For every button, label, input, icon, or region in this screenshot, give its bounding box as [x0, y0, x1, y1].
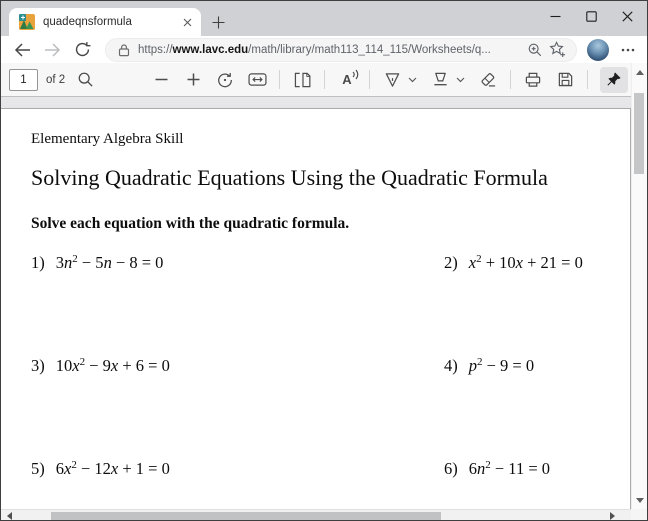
- problem-2: 2) $x^2 + 10x + 21 = 0$: [444, 253, 583, 272]
- window-controls: [537, 1, 645, 35]
- back-button[interactable]: [7, 38, 37, 62]
- close-window-button[interactable]: [609, 1, 645, 31]
- read-aloud-icon[interactable]: A: [337, 68, 357, 92]
- search-icon[interactable]: [75, 68, 95, 92]
- toolbar-separator: [369, 70, 370, 89]
- vertical-scrollbar[interactable]: [631, 63, 647, 509]
- highlighter-icon[interactable]: [430, 68, 450, 92]
- chevron-down-icon[interactable]: [406, 68, 418, 92]
- pin-toolbar-button[interactable]: [600, 67, 628, 93]
- toolbar-separator: [279, 70, 280, 89]
- page-view-icon[interactable]: [292, 68, 312, 92]
- horizontal-scrollbar-thumb[interactable]: [51, 512, 441, 521]
- toolbar-separator: [324, 70, 325, 89]
- url-domain: www.lavc.edu: [172, 43, 249, 56]
- refresh-button[interactable]: [67, 38, 97, 62]
- scroll-right-icon[interactable]: [605, 510, 619, 521]
- toolbar-separator: [510, 70, 511, 89]
- site-favicon: [19, 14, 35, 30]
- url-path: /math/library/math113_114_115/Worksheets/q...: [248, 43, 491, 56]
- forward-button[interactable]: [37, 38, 67, 62]
- chevron-down-icon[interactable]: [454, 68, 466, 92]
- problem-3: 3) $10x^2 - 9x + 6 = 0$: [31, 356, 170, 375]
- horizontal-scrollbar[interactable]: [1, 509, 633, 521]
- worksheet: [1, 109, 630, 509]
- problem-1: 1) $3n^2 - 5n - 8 = 0$: [31, 253, 164, 272]
- zoom-out-button[interactable]: [151, 68, 171, 92]
- maximize-button[interactable]: [573, 1, 609, 31]
- print-icon[interactable]: [523, 68, 543, 92]
- document-header: Elementary Algebra Skill: [31, 131, 184, 147]
- minimize-button[interactable]: [537, 1, 573, 31]
- fit-to-width-icon[interactable]: [247, 68, 267, 92]
- page-count-label: of 2: [46, 73, 66, 86]
- tab-strip: [1, 1, 647, 36]
- pdf-toolbar: [1, 63, 633, 97]
- pin-icon: [606, 72, 622, 88]
- document-title: Solving Quadratic Equations Using the Quadratic Formula: [31, 165, 548, 190]
- address-bar-row: [1, 36, 647, 63]
- eraser-icon[interactable]: [478, 68, 498, 92]
- profile-avatar[interactable]: [587, 39, 609, 61]
- tab-close-icon[interactable]: [179, 14, 195, 30]
- zoom-page-icon[interactable]: [524, 40, 546, 60]
- url-field[interactable]: [105, 38, 577, 62]
- vertical-scrollbar-thumb[interactable]: [634, 93, 644, 174]
- lock-icon: [118, 43, 130, 57]
- scroll-left-icon[interactable]: [2, 510, 16, 521]
- document-instruction: Solve each equation with the quadratic formula.: [31, 215, 350, 232]
- pdf-page: [1, 108, 631, 509]
- toolbar-separator: [587, 70, 588, 89]
- scrollbar-corner: [631, 509, 647, 521]
- draw-pen-icon[interactable]: [382, 68, 402, 92]
- settings-more-icon[interactable]: [613, 38, 643, 62]
- page-number-input[interactable]: [9, 69, 38, 91]
- pdf-viewport: [1, 97, 633, 509]
- problem-4: 4) $p^2 - 9 = 0$: [444, 356, 535, 375]
- pdf-tools: [151, 67, 628, 93]
- scroll-down-icon[interactable]: [632, 493, 647, 507]
- tab-quadeqnsformula[interactable]: [9, 8, 201, 36]
- tab-title: quadeqnsformula: [43, 16, 132, 28]
- new-tab-button[interactable]: [207, 11, 229, 33]
- save-icon[interactable]: [555, 68, 575, 92]
- problem-5: 5) $6x^2 - 12x + 1 = 0$: [31, 459, 170, 478]
- url-scheme: https://: [138, 43, 173, 56]
- rotate-icon[interactable]: [215, 68, 235, 92]
- zoom-in-button[interactable]: [183, 68, 203, 92]
- problem-6: 6) $6n^2 - 11 = 0$: [444, 459, 550, 478]
- favorites-star-icon[interactable]: [546, 40, 568, 60]
- scroll-up-icon[interactable]: [632, 65, 647, 79]
- url-text: [138, 44, 524, 56]
